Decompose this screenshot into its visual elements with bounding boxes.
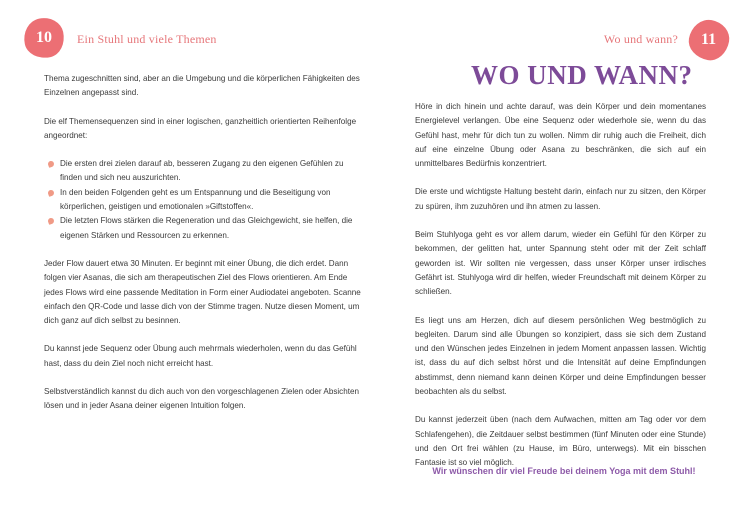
paragraph: Du kannst jederzeit üben (nach dem Aufwachen, mitten am Tag oder vor dem Schlafengehen), die Zeitdauer selbst bestimmen (fünf Minuten oder eine Stunde) und den Ort frei wählen (zu Hause, im Büro, unterwegs). Mit ein bisschen Fantasie ist so viel möglich. bbox=[415, 415, 706, 468]
paragraph: Selbstverständlich kannst du dich auch von den vorgeschlagenen Zielen oder Absichten lösen und in jeder Asana deiner eigenen Intuition folgen. bbox=[44, 387, 359, 411]
paragraph: Thema zugeschnitten sind, aber an die Umgebung und die körperlichen Fähigkeiten des Einzelnen angepasst sind. bbox=[44, 74, 360, 98]
page-number-right: 11 bbox=[701, 31, 717, 48]
list-item bbox=[44, 214, 362, 243]
leaf-bullet-icon bbox=[47, 160, 55, 168]
bullet-list bbox=[44, 157, 362, 243]
running-title-right: Wo und wann? bbox=[603, 32, 678, 46]
list-item bbox=[44, 157, 362, 186]
leaf-bullet-icon bbox=[47, 189, 55, 197]
right-body bbox=[415, 100, 706, 485]
list-item bbox=[44, 186, 362, 215]
right-page bbox=[375, 0, 750, 529]
closing-line: Wir wünschen dir viel Freude bei deinem Yoga mit dem Stuhl! bbox=[432, 466, 696, 476]
list-item-text: In den beiden Folgenden geht es um Entspannung und die Beseitigung von körperlichen, geistigen und emotionalen »Giftstoffen«. bbox=[60, 187, 331, 212]
paragraph: Du kannst jede Sequenz oder Übung auch mehrmals wiederholen, wenn du das Gefühl hast, dass du dein Ziel noch nicht erreicht hast. bbox=[44, 344, 357, 368]
paragraph: Höre in dich hinein und achte darauf, was dein Körper und dein momentanes Energielevel verlangen. Übe eine Sequenz oder wiederhole sie, wenn du das Gefühl hast, mehr für dich tun zu wollen. Nimm dir ruhig auch die Freiheit, dich auf eine einzelne Übung oder Asana zu beschränken, die sich auf ein unmittelbares Bedürfnis konzentriert. bbox=[415, 102, 706, 169]
left-body bbox=[44, 72, 362, 428]
running-title-left: Ein Stuhl und viele Themen bbox=[77, 32, 217, 46]
paragraph: Die elf Themensequenzen sind in einer logischen, ganzheitlich orientierten Reihenfolge angeordnet: bbox=[44, 116, 357, 140]
page-number-left: 10 bbox=[36, 29, 52, 46]
paragraph: Beim Stuhlyoga geht es vor allem darum, wieder ein Gefühl für den Körper zu bekommen, der gelitten hat, unter Spannung steht oder mit der Zeit schlaff geworden ist. Wir sollten nie vergessen, dass unser Körper unser irdisches Gefährt ist. Stuhlyoga wird dir helfen, wieder Freundschaft mit deinem Körper zu schließen. bbox=[415, 230, 706, 297]
paragraph: Jeder Flow dauert etwa 30 Minuten. Er beginnt mit einer Übung, die dich erdet. Dann folgen vier Asanas, die sich am therapeutischen Ziel des Flows orientieren. Am Ende jedes Flows wird eine passende Meditation in Form einer Audiodatei angeboten. Scanne einfach den QR-Code und lasse dich von der Stimme tragen. Nutze diesen Moment, um dich ganz auf dich selbst zu besinnen. bbox=[44, 258, 361, 326]
paragraph: Die erste und wichtigste Haltung besteht darin, einfach nur zu sitzen, den Körper zu spüren, ihm zuzuhören und ihn atmen zu lassen. bbox=[415, 187, 706, 211]
paragraph: Es liegt uns am Herzen, dich auf diesem persönlichen Weg bestmöglich zu begleiten. Darum sind alle Übungen so konzipiert, dass sie sich dem Zustand und den Wünschen jedes Einzelnen in jedem Moment anpassen lassen. Wichtig ist, dass du auf dich selbst hörst und die Intensität auf deine Empfindungen abstimmst, denn niemand kann deinen Körper und deine Empfindungen besser beobachten als du selbst. bbox=[415, 315, 706, 397]
list-item-text: Die letzten Flows stärken die Regeneration und das Gleichgewicht, sie helfen, die eigenen Stärken und Ressourcen zu erkennen. bbox=[60, 216, 353, 240]
page-number-badge-right bbox=[686, 17, 732, 63]
page-heading: WO UND WANN? bbox=[471, 60, 693, 90]
page-number-badge-left bbox=[20, 14, 67, 61]
leaf-bullet-icon bbox=[47, 218, 55, 226]
list-item-text: Die ersten drei zielen darauf ab, besseren Zugang zu den eigenen Gefühlen zu finden und sich neu auszurichten. bbox=[60, 159, 344, 183]
